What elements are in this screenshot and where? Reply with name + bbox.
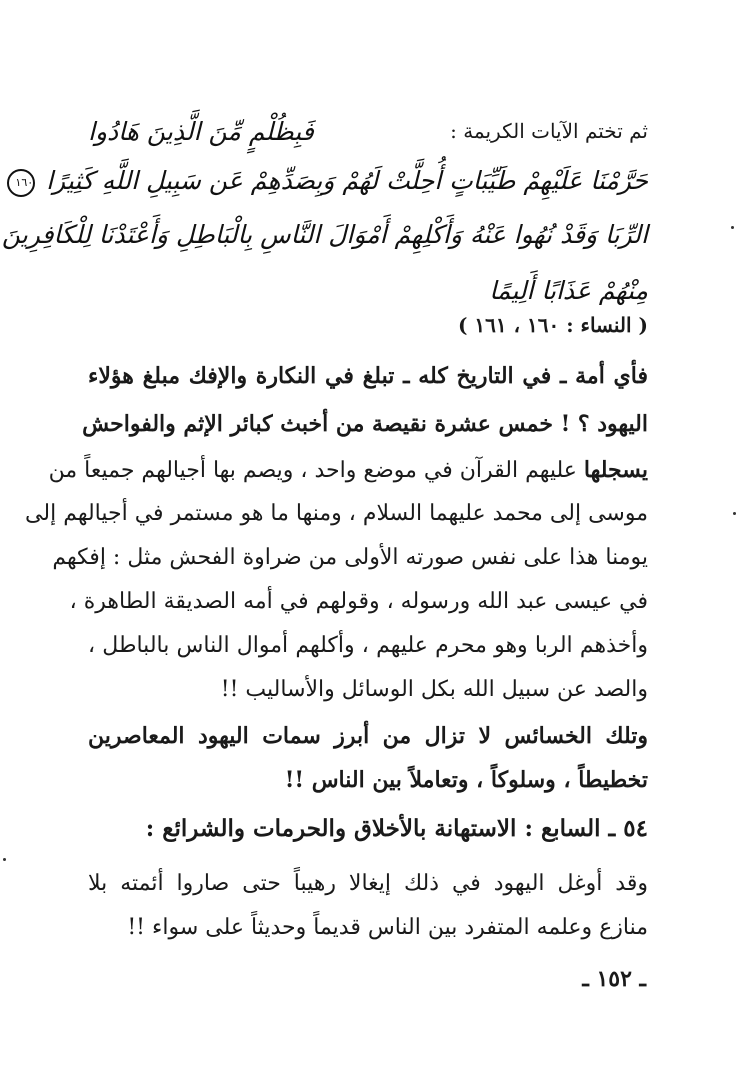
- para3-line-2: منازع وعلمه المتفرد بين الناس قديماً وحديثاً على سواء !!: [127, 915, 648, 940]
- para1-line-3-bold: يسجلها: [583, 457, 648, 483]
- verse-citation: ( النساء : ١٦٠ ، ١٦١ ): [457, 313, 648, 337]
- scan-speck: [3, 858, 6, 861]
- section-heading: ٥٤ ـ السابع : الاستهانة بالأخلاق والحرمات والشرائع :: [145, 815, 648, 842]
- scan-speck: [733, 512, 736, 515]
- para3-line-1: وقد أوغل اليهود في ذلك إيغالا رهيباً حتى صاروا أئمته بلا: [88, 871, 648, 896]
- verse-line-3: الرِّبَا وَقَدْ نُهُوا عَنْهُ وَأَكْلِهِمْ أَمْوَالَ النَّاسِ بِالْبَاطِلِ وَأَعْتَدْنَا لِلْكَافِرِينَ: [1, 220, 648, 249]
- verse-line-4: مِنْهُمْ عَذَابًا أَلِيمًا: [489, 276, 648, 305]
- para1-line-3: [48, 450, 648, 490]
- para2-line-2: تخطيطاً ، وسلوكاً ، وتعاملاً بين الناس !!: [284, 767, 648, 793]
- para1-line-3-rest: عليهم القرآن في موضع واحد ، ويصم بها أجيالهم جميعاً من: [48, 458, 577, 483]
- para1-line-2: اليهود ؟ ! خمس عشرة نقيصة من أخبث كبائر الإثم والفواحش: [82, 411, 648, 437]
- verse-line-2-text: حَرَّمْنَا عَلَيْهِمْ طَيِّبَاتٍ أُحِلَّتْ لَهُمْ وَبِصَدِّهِمْ عَن سَبِيلِ اللَّهِ كَثِيرًا: [46, 166, 648, 195]
- page-number: ـ ١٥٢ ـ: [582, 966, 646, 992]
- ayah-number-mark: ١٦٠: [7, 169, 35, 197]
- para2-line-1: وتلك الخسائس لا تزال من أبرز سمات اليهود المعاصرين: [88, 723, 648, 749]
- verse-intro-row: [88, 108, 648, 154]
- para1-line-7: وأخذهم الربا وهو محرم عليهم ، وأكلهم أموال الناس بالباطل ،: [88, 633, 648, 658]
- para1-line-5: يومنا هذا على نفس صورته الأولى من ضراوة الفحش مثل : إفكهم: [52, 545, 648, 570]
- verse-line-2: [15, 158, 648, 204]
- verse-line-1: فَبِظُلْمٍ مِّنَ الَّذِينَ هَادُوا: [88, 116, 314, 146]
- para1-line-4: موسى إلى محمد عليهما السلام ، ومنها ما هو مستمر في أجيالهم إلى: [25, 501, 648, 526]
- para1-line-1: فأي أمة ـ في التاريخ كله ـ تبلغ في النكارة والإفك مبلغ هؤلاء: [88, 363, 648, 389]
- verse-intro-text: ثم تختم الآيات الكريمة :: [450, 119, 648, 143]
- scan-speck: [731, 226, 734, 229]
- para1-line-6: في عيسى عبد الله ورسوله ، وقولهم في أمه الصديقة الطاهرة ،: [69, 589, 648, 614]
- para1-line-8: والصد عن سبيل الله بكل الوسائل والأساليب !!: [220, 677, 648, 702]
